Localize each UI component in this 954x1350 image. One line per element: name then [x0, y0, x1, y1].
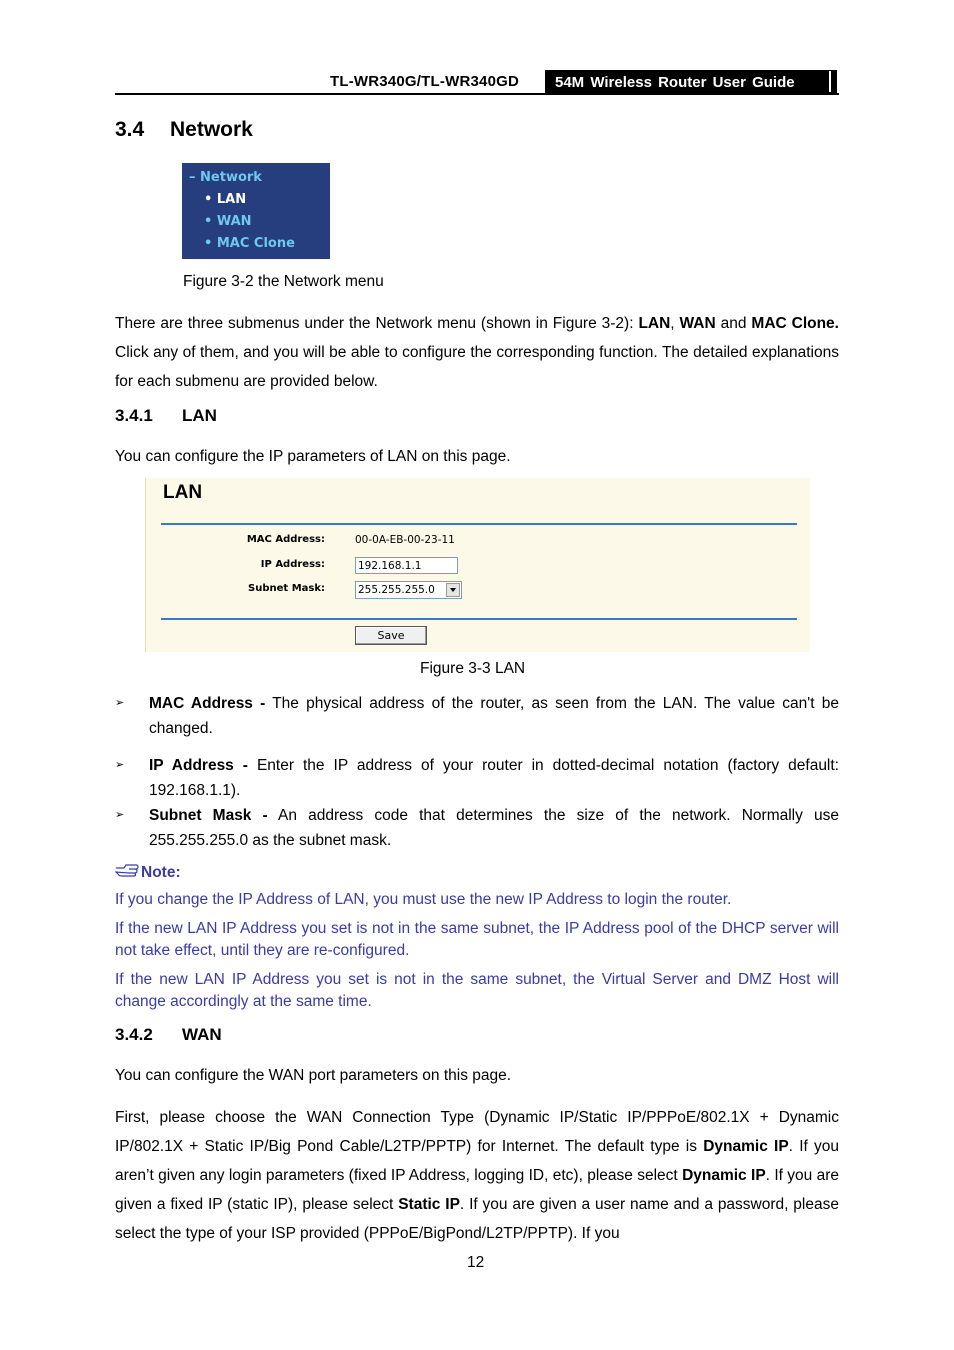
intro-paragraph: There are three submenus under the Network menu (shown in Figure 3-2): LAN, WAN and MAC Clone. Click any of them, and you will be able to configure the corresponding function. The detailed explanations for each submenu are provided below. — [115, 315, 839, 390]
header-guide-title: 54M Wireless Router User Guide — [545, 70, 837, 93]
network-menu-parent[interactable]: – Network — [189, 170, 262, 185]
mac-address-label: MAC Address: — [246, 534, 325, 545]
figure-caption: Figure 3-3 LAN — [420, 660, 526, 677]
note-heading — [115, 863, 181, 882]
note-line: If the new LAN IP Address you set is not in the same subnet, the Virtual Server and DMZ Host will change accordingly at the same time. — [115, 971, 839, 1010]
figure-caption: Figure 3-2 the Network menu — [183, 273, 384, 290]
mac-address-value: 00-0A-EB-00-23-11 — [355, 534, 455, 546]
lan-form-title: LAN — [163, 482, 203, 503]
section-title: Network — [170, 118, 253, 141]
lan-settings-figure — [145, 478, 810, 652]
lan-lead-text: You can configure the IP parameters of LAN on this page. — [115, 448, 511, 465]
note-label: Note: — [141, 864, 181, 881]
ip-address-input[interactable]: 192.168.1.1 — [355, 557, 458, 574]
subnet-mask-selected-value: 255.255.255.0 — [358, 584, 435, 596]
header-model: TL-WR340G/TL-WR340GD — [330, 73, 520, 90]
note-line: If you change the IP Address of LAN, you must use the new IP Address to login the router. — [115, 891, 732, 908]
lan-form-top-rule — [161, 523, 797, 525]
wan-paragraph: First, please choose the WAN Connection Type (Dynamic IP/Static IP/PPPoE/802.1X + Dynamic IP/802.1X + Static IP/Big Pond Cable/L2TP/PPTP) for Internet. The default type is Dynamic IP. If you aren’t given any login parameters (fixed IP Address, logging ID, etc), please select Dynamic IP. If you are given a fixed IP (static IP), please select Static IP. If you are given a user name and a password, please select the type of your ISP provided (PPPoE/BigPond/L2TP/PPTP). If you — [115, 1109, 840, 1242]
section-heading — [115, 118, 253, 142]
bullet-mac-address: ➢ MAC Address - The physical address of the router, as seen from the LAN. The value can't be changed. — [115, 691, 839, 741]
subsection-heading-wan: 3.4.2 WAN — [115, 1025, 222, 1044]
network-menu-item-wan[interactable]: • WAN — [204, 214, 252, 229]
subnet-mask-select[interactable] — [355, 581, 462, 599]
network-menu-item-mac-clone[interactable]: • MAC Clone — [204, 236, 295, 251]
lan-form-bottom-rule — [161, 618, 797, 620]
subsection-heading-lan: 3.4.1 LAN — [115, 406, 217, 425]
network-menu-figure — [182, 163, 330, 259]
header-rule — [115, 93, 839, 95]
arrow-bullet-icon: ➢ — [115, 697, 125, 709]
bullet-ip-address: ➢ IP Address - Enter the IP address of your router in dotted-decimal notation (factory default: 192.168.1.1). — [115, 753, 839, 803]
bullet-subnet-mask: ➢ Subnet Mask - An address code that determines the size of the network. Normally use 255.255.255.0 as the subnet mask. — [115, 803, 839, 853]
note-line: If the new LAN IP Address you set is not in the same subnet, the IP Address pool of the DHCP server will not take effect, until they are re-configured. — [115, 920, 839, 959]
page-number: 12 — [467, 1254, 485, 1271]
save-button[interactable]: Save — [355, 626, 427, 645]
arrow-bullet-icon: ➢ — [115, 759, 125, 771]
ip-address-label: IP Address: — [260, 559, 325, 570]
wan-lead-text: You can configure the WAN port parameters on this page. — [115, 1067, 512, 1084]
network-menu-item-lan[interactable]: • LAN — [204, 192, 247, 207]
chevron-down-icon[interactable] — [446, 583, 460, 597]
arrow-bullet-icon: ➢ — [115, 809, 125, 821]
header-divider-tick — [829, 71, 831, 92]
subnet-mask-label: Subnet Mask: — [248, 583, 325, 594]
section-number: 3.4 — [115, 118, 145, 141]
pointing-hand-icon — [115, 863, 141, 882]
